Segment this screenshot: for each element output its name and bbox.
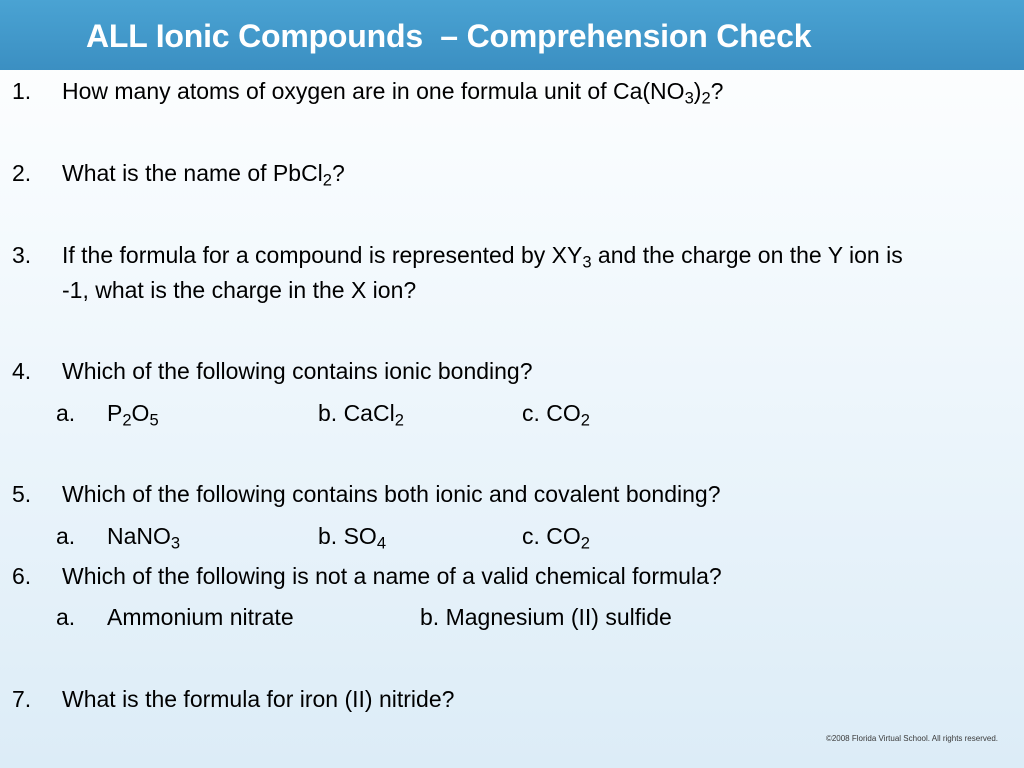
- option-c: c. $CO_2$: [522, 523, 590, 553]
- question-text: What is the name of PbCl$_2$?: [62, 160, 345, 190]
- option-a: NaNO$_3$: [107, 523, 181, 553]
- question-number: 5.: [12, 481, 32, 507]
- question-text: How many atoms of oxygen are in one formula unit of $Ca(NO_3)_2$?: [62, 78, 724, 108]
- question-text-line2: -1, what is the charge in the X ion?: [62, 277, 417, 303]
- option-a: $P_2O_5$: [107, 400, 159, 430]
- slide-title: ALL Ionic Compounds – Comprehension Check: [86, 18, 812, 54]
- question-text: What is the formula for iron (II) nitride?: [62, 686, 455, 712]
- question-text: Which of the following is not a name of a valid chemical formula?: [62, 563, 722, 589]
- option-c: c. $CO_2$: [522, 400, 590, 430]
- option-letter: a.: [56, 604, 76, 630]
- option-letter: a.: [56, 523, 76, 549]
- option-b: b. Magnesium (II) sulfide: [420, 604, 672, 630]
- question-number: 2.: [12, 160, 32, 186]
- question-text: Which of the following contains both ionic and covalent bonding?: [62, 481, 721, 507]
- option-letter: a.: [56, 400, 76, 426]
- option-a: Ammonium nitrate: [107, 604, 294, 630]
- option-b: b. CaCl$_2$: [318, 400, 404, 430]
- question-number: 1.: [12, 78, 32, 104]
- option-b: b. $SO_4$: [318, 523, 387, 553]
- question-text: Which of the following contains ionic bonding?: [62, 358, 533, 384]
- question-number: 6.: [12, 563, 32, 589]
- question-text: If the formula for a compound is represented by $XY_3$ and the charge on the Y ion is: [62, 242, 903, 272]
- question-number: 3.: [12, 242, 32, 268]
- question-number: 4.: [12, 358, 32, 384]
- title-bar: [0, 0, 1024, 70]
- copyright-footer: ©2008 Florida Virtual School. All rights reserved.: [825, 734, 998, 743]
- question-number: 7.: [12, 686, 32, 712]
